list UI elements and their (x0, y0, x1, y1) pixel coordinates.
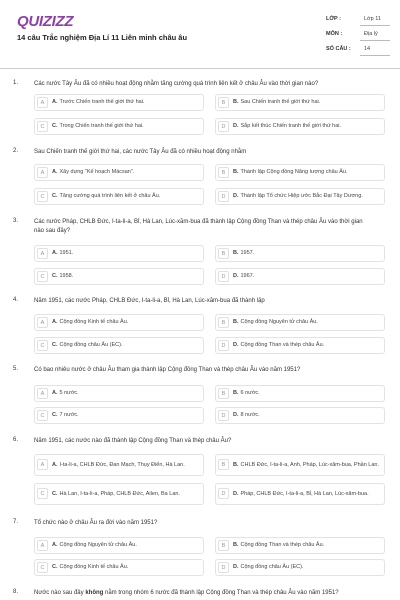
option-letter: B (218, 540, 229, 551)
option-letter: B (218, 97, 229, 108)
worksheet-title: 14 câu Trắc nghiệm Địa Lí 11 Liên minh châu âu (17, 33, 188, 42)
option-4c[interactable]: C C. Cộng đồng châu Âu (EC). (34, 337, 204, 354)
question-text: Các nước Pháp, CHLB Đức, I-ta-li-a, Bỉ, Hà Lan, Lúc-xăm-bua đã thành lập Cộng đồng Than và thép châu Âu vào thời gian nào sau đây? (34, 219, 363, 234)
option-3d[interactable]: D D. 1967. (215, 268, 385, 285)
option-2b[interactable]: B B. Thành lập Cộng đồng Năng lượng châu Âu. (215, 164, 385, 181)
option-5a[interactable]: A A. 5 nước. (34, 385, 204, 402)
meta-class-label: LỚP : (326, 16, 341, 22)
question-text: Năm 1951, các nước Pháp, CHLB Đức, I-ta-li-a, Bỉ, Hà Lan, Lúc-xăm-bua đã thành lập (34, 298, 265, 304)
question-number: 7. (13, 519, 19, 525)
option-3b[interactable]: B B. 1957. (215, 245, 385, 262)
option-letter: A (37, 388, 48, 399)
question-number: 1. (13, 80, 19, 86)
meta-subject (326, 28, 390, 41)
option-7b[interactable]: B B. Cộng đồng Than và thép châu Âu. (215, 537, 385, 554)
option-2d[interactable]: D D. Thành lập Tổ chức Hiệp ước Bắc Đại Tây Dương. (215, 188, 385, 205)
option-letter: D (218, 562, 229, 573)
option-letter: D (218, 271, 229, 282)
option-letter: A (37, 459, 48, 470)
option-letter: A (37, 248, 48, 259)
meta-subject-value: Địa lý (364, 31, 378, 37)
option-4a[interactable]: A A. Cộng đồng Kinh tế châu Âu. (34, 314, 204, 331)
option-3a[interactable]: A A. 1951. (34, 245, 204, 262)
option-6a[interactable]: A A. I-ta-li-a, CHLB Đức, Đan Mạch, Thụy Điển, Hà Lan. (34, 454, 204, 476)
option-letter: B (218, 388, 229, 399)
option-letter: A (37, 540, 48, 551)
option-1c[interactable]: C C. Trong Chiến tranh thế giới thứ hai. (34, 118, 204, 135)
meta-subject-label: MÔN : (326, 31, 343, 37)
option-letter: B (218, 248, 229, 259)
option-7a[interactable]: A A. Cộng đồng Nguyên tử châu Âu. (34, 537, 204, 554)
quizizz-logo: QUIZIZZ (17, 13, 74, 30)
option-1a[interactable]: A A. Trước Chiến tranh thế giới thứ hai. (34, 94, 204, 111)
option-2a[interactable]: A A. Xây dựng "Kế hoạch Mácsan". (34, 164, 204, 181)
option-letter: C (37, 562, 48, 573)
header-divider (0, 68, 400, 69)
option-letter: C (37, 340, 48, 351)
meta-count-value: 14 (364, 46, 371, 52)
option-letter: B (218, 317, 229, 328)
option-6c[interactable]: C C. Hà Lan, I-ta-li-a, Pháp, CHLB Đức, Ailen, Ba Lan. (34, 483, 204, 505)
question-number: 4. (13, 297, 19, 303)
question-text: Có bao nhiêu nước ở châu Âu tham gia thành lập Cộng đồng Than và thép châu Âu vào năm 1951? (34, 367, 301, 373)
option-5c[interactable]: C C. 7 nước. (34, 407, 204, 424)
option-1d[interactable]: D D. Sắp kết thúc Chiến tranh thế giới thứ hai. (215, 118, 385, 135)
option-letter: A (37, 97, 48, 108)
question-text: Các nước Tây Âu đã có nhiều hoạt động nhằm tăng cường quá trình liên kết ở châu Âu vào thời gian nào? (34, 81, 319, 87)
option-letter: D (218, 340, 229, 351)
option-4b[interactable]: B B. Cộng đồng Nguyên tử châu Âu. (215, 314, 385, 331)
meta-class-value: Lớp 11 (364, 16, 381, 22)
question-text: Tổ chức nào ở châu Âu ra đời vào năm 1951? (34, 520, 158, 526)
option-5b[interactable]: B B. 6 nước. (215, 385, 385, 402)
option-7d[interactable]: D D. Cộng đồng châu Âu (EC). (215, 559, 385, 576)
option-letter: D (218, 488, 229, 499)
option-4d[interactable]: D D. Cộng đồng Than và thép châu Âu. (215, 337, 385, 354)
question-number: 2. (13, 148, 19, 154)
option-letter: B (218, 167, 229, 178)
worksheet-header (0, 0, 400, 70)
option-letter: A (37, 317, 48, 328)
option-2c[interactable]: C C. Tăng cường quá trình liên kết ở châu Âu. (34, 188, 204, 205)
option-letter: D (218, 191, 229, 202)
option-7c[interactable]: C C. Cộng đồng Kinh tế châu Âu. (34, 559, 204, 576)
meta-class (326, 13, 390, 26)
option-letter: C (37, 488, 48, 499)
option-letter: C (37, 191, 48, 202)
option-3c[interactable]: C C. 1958. (34, 268, 204, 285)
question-text: Nước nào sau đây không nằm trong nhóm 6 nước đã thành lập Cộng đồng Than và thép châu Âu vào năm 1951? (34, 590, 339, 596)
question-text: Sau Chiến tranh thế giới thứ hai, các nước Tây Âu đã có nhiều hoạt động nhằm (34, 149, 247, 155)
option-5d[interactable]: D D. 8 nước. (215, 407, 385, 424)
option-letter: D (218, 410, 229, 421)
option-letter: B (218, 459, 229, 470)
option-letter: C (37, 271, 48, 282)
meta-count (326, 43, 390, 56)
meta-count-label: SỐ CÂU : (326, 46, 351, 52)
option-1b[interactable]: B B. Sau Chiến tranh thế giới thứ hai. (215, 94, 385, 111)
option-6d[interactable]: D D. Pháp, CHLB Đức, I-ta-li-a, Bỉ, Hà Lan, Lúc-xăm-bua. (215, 483, 385, 505)
option-letter: D (218, 121, 229, 132)
question-number: 8. (13, 589, 19, 595)
question-number: 5. (13, 366, 19, 372)
question-number: 3. (13, 218, 19, 224)
option-6b[interactable]: B B. CHLB Đức, I-ta-li-a, Anh, Pháp, Lúc-xăm-bua, Phần Lan. (215, 454, 385, 476)
option-letter: C (37, 121, 48, 132)
question-number: 6. (13, 437, 19, 443)
question-text: Năm 1951, các nước nào đã thành lập Cộng đồng Than và thép châu Âu? (34, 438, 232, 444)
option-letter: A (37, 167, 48, 178)
option-letter: C (37, 410, 48, 421)
